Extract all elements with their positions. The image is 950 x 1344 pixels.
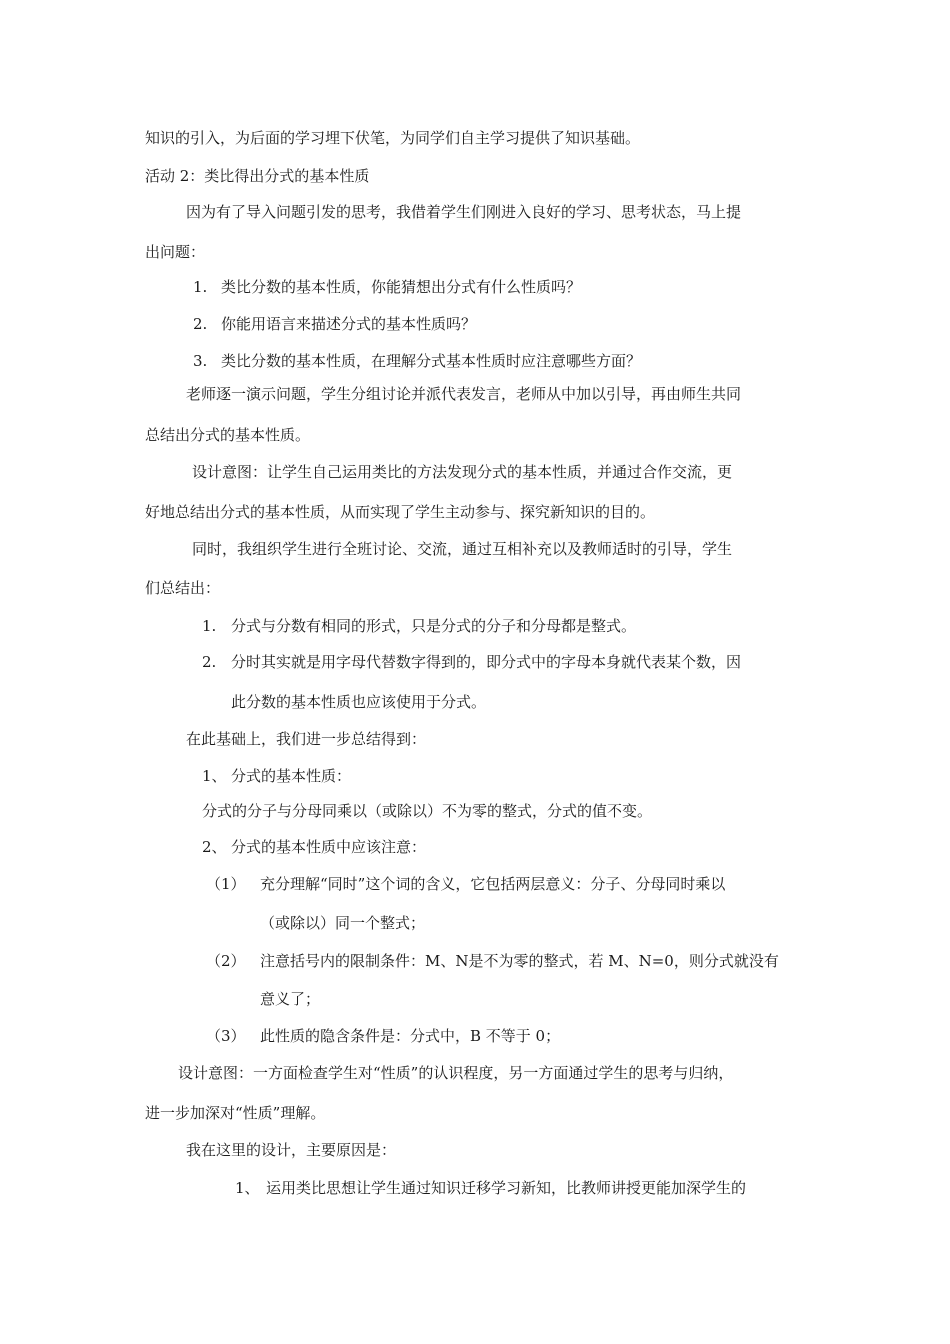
list-item-number: 2. <box>202 653 217 671</box>
list-item-number: （1） <box>206 875 246 893</box>
paragraph-line: 因为有了导入问题引发的思考，我借着学生们刚进入良好的学习、思考状态，马上提 <box>186 203 742 221</box>
list-item-continuation: 此分数的基本性质也应该使用于分式。 <box>231 693 487 711</box>
paragraph-line: 在此基础上，我们进一步总结得到： <box>186 730 427 748</box>
list-item: 类比分数的基本性质，在理解分式基本性质时应注意哪些方面？ <box>221 352 642 370</box>
paragraph-line: 设计意图：一方面检查学生对“性质”的认识程度，另一方面通过学生的思考与归纳， <box>178 1064 734 1082</box>
list-item-number: 1、 <box>202 767 227 785</box>
list-item-number: 2. <box>193 315 208 333</box>
list-item-number: 3. <box>193 352 208 370</box>
paragraph-line: 出问题： <box>145 243 206 261</box>
list-item: 分式与分数有相同的形式，只是分式的分子和分母都是整式。 <box>231 617 637 635</box>
list-item-number: 2、 <box>202 838 227 856</box>
paragraph-line: 设计意图：让学生自己运用类比的方法发现分式的基本性质，并通过合作交流，更 <box>192 463 733 481</box>
list-item-number: 1. <box>193 278 208 296</box>
list-item-number: 1. <box>202 617 217 635</box>
paragraph-line: 们总结出： <box>145 579 221 597</box>
paragraph-line: 老师逐一演示问题，学生分组讨论并派代表发言，老师从中加以引导，再由师生共同 <box>186 385 742 403</box>
list-item-number: （3） <box>206 1027 246 1045</box>
list-item: 你能用语言来描述分式的基本性质吗？ <box>221 315 477 333</box>
paragraph-line: 同时，我组织学生进行全班讨论、交流，通过互相补充以及教师适时的引导，学生 <box>192 540 733 558</box>
list-item: 分式的基本性质中应该注意： <box>231 838 427 856</box>
list-item: 此性质的隐含条件是：分式中，B 不等于 0； <box>260 1027 561 1045</box>
list-item: 分时其实就是用字母代替数字得到的，即分式中的字母本身就代表某个数，因 <box>231 653 742 671</box>
list-item: 注意括号内的限制条件：M、N是不为零的整式，若 M、N=0，则分式就没有 <box>260 952 779 970</box>
section-heading: 活动 2：类比得出分式的基本性质 <box>145 167 370 185</box>
list-item-continuation: 意义了； <box>260 990 321 1008</box>
list-item: 充分理解“同时”这个词的含义，它包括两层意义：分子、分母同时乘以 <box>260 875 726 893</box>
list-item: 类比分数的基本性质，你能猜想出分式有什么性质吗？ <box>221 278 582 296</box>
paragraph-line: 好地总结出分式的基本性质，从而实现了学生主动参与、探究新知识的目的。 <box>145 503 656 521</box>
list-item: 分式的基本性质： <box>231 767 352 785</box>
paragraph-line: 总结出分式的基本性质。 <box>145 426 311 444</box>
list-item-continuation: （或除以）同一个整式； <box>260 914 426 932</box>
list-item: 运用类比思想让学生通过知识迁移学习新知，比教师讲授更能加深学生的 <box>266 1179 747 1197</box>
list-item-number: （2） <box>206 952 246 970</box>
paragraph-line: 分式的分子与分母同乘以（或除以）不为零的整式，分式的值不变。 <box>202 802 653 820</box>
paragraph-line: 知识的引入，为后面的学习埋下伏笔，为同学们自主学习提供了知识基础。 <box>145 129 641 147</box>
paragraph-line: 我在这里的设计，主要原因是： <box>186 1141 397 1159</box>
list-item-number: 1、 <box>235 1179 260 1197</box>
paragraph-line: 进一步加深对“性质”理解。 <box>145 1104 326 1122</box>
